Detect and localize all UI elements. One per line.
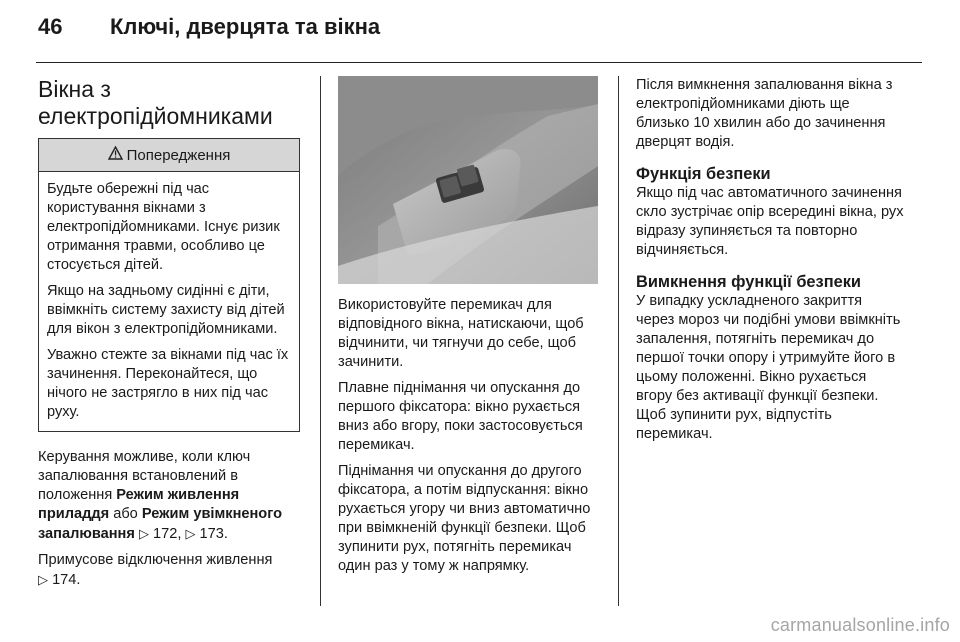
- page-ref[interactable]: 172: [153, 526, 178, 542]
- subheading-override: Вимкнення функції безпеки: [636, 273, 861, 291]
- ignition-paragraph: Керування можливе, коли ключ запалювання встановлений в положення Режим живлення приладдя або Режим увімкненого запалювання ▷ 172, ▷ 173.: [38, 449, 283, 542]
- arrow-reference-icon: ▷: [138, 526, 149, 541]
- ignition-on-label: Режим увімкненого запалювання: [38, 506, 283, 542]
- page-header: [38, 14, 380, 40]
- warning-paragraph: Уважно стежте за вікнами під час їх зачинення. Переконайтеся, що нічого не застрягло в них під час руху.: [47, 347, 289, 420]
- arrow-reference-icon: ▷: [185, 526, 196, 541]
- column-divider-1: [320, 76, 321, 606]
- column-1: [38, 76, 304, 597]
- warning-body: [39, 172, 299, 431]
- warning-header: [39, 139, 299, 172]
- chapter-title: Ключі, дверцята та вікна: [110, 14, 381, 39]
- window-switch-photo: [338, 76, 598, 284]
- header-rule: [36, 62, 922, 63]
- body-paragraph: Після вимкнення запалювання вікна з електропідйомниками діють ще близько 10 хвилин або до зачинення дверцят водія.: [636, 77, 893, 150]
- warning-title: Попередження: [126, 147, 231, 164]
- body-paragraph: Піднімання чи опускання до другого фіксатора, а потім відпускання: вікно рухається угору чи вниз автоматично при ввімкненій функції безпеки. Щоб зупинити рух, потягніть перемикач один раз у тому ж напрямку.: [338, 463, 591, 574]
- power-off-paragraph: Примусове відключення живлення ▷ 174.: [38, 552, 273, 588]
- section-title: Вікна з електропідйомниками: [38, 76, 273, 129]
- page-number: 46: [38, 14, 63, 39]
- watermark: carmanualsonline.info: [770, 615, 950, 635]
- body-paragraph: У випадку ускладненого закриття через мороз чи подібні умови ввімкніть запалення, потягніть перемикач до першої точки опору і утримуйте його в цьому положенні. Вікно рухається вгору без активації функції безпеки. Щоб зупинити рух, відпустіть перемикач.: [636, 293, 901, 442]
- page-ref[interactable]: 174: [52, 572, 77, 588]
- body-paragraph: Використовуйте перемикач для відповідного вікна, натискаючи, щоб відчинити, чи тягнучи до себе, щоб зачинити.: [338, 297, 584, 370]
- accessory-mode-label: Режим живлення приладдя: [38, 487, 240, 522]
- warning-paragraph: Якщо на задньому сидінні є діти, ввімкніть систему захисту від дітей для вікон з електропідйомниками.: [47, 283, 285, 337]
- arrow-reference-icon: ▷: [38, 572, 48, 587]
- warning-triangle-icon: [108, 146, 123, 165]
- column-divider-2: [618, 76, 619, 606]
- warning-paragraph: Будьте обережні під час користування вікнами з електропідйомниками. Існує ризик отримання травми, особливо це стосується дітей.: [47, 181, 280, 273]
- body-paragraph: Плавне піднімання чи опускання до першого фіксатора: вікно рухається вниз або вгору, поки застосовується перемикач.: [338, 380, 583, 453]
- page-ref[interactable]: 173: [199, 526, 224, 542]
- column-3: [636, 76, 904, 451]
- warning-box: [38, 138, 300, 432]
- column-2: [338, 76, 604, 583]
- subheading-safety: Функція безпеки: [636, 165, 771, 183]
- body-paragraph: Якщо під час автоматичного зачинення скло зустрічає опір всередині вікна, рух відразу зупиняється та повторно відчиняється.: [636, 185, 904, 258]
